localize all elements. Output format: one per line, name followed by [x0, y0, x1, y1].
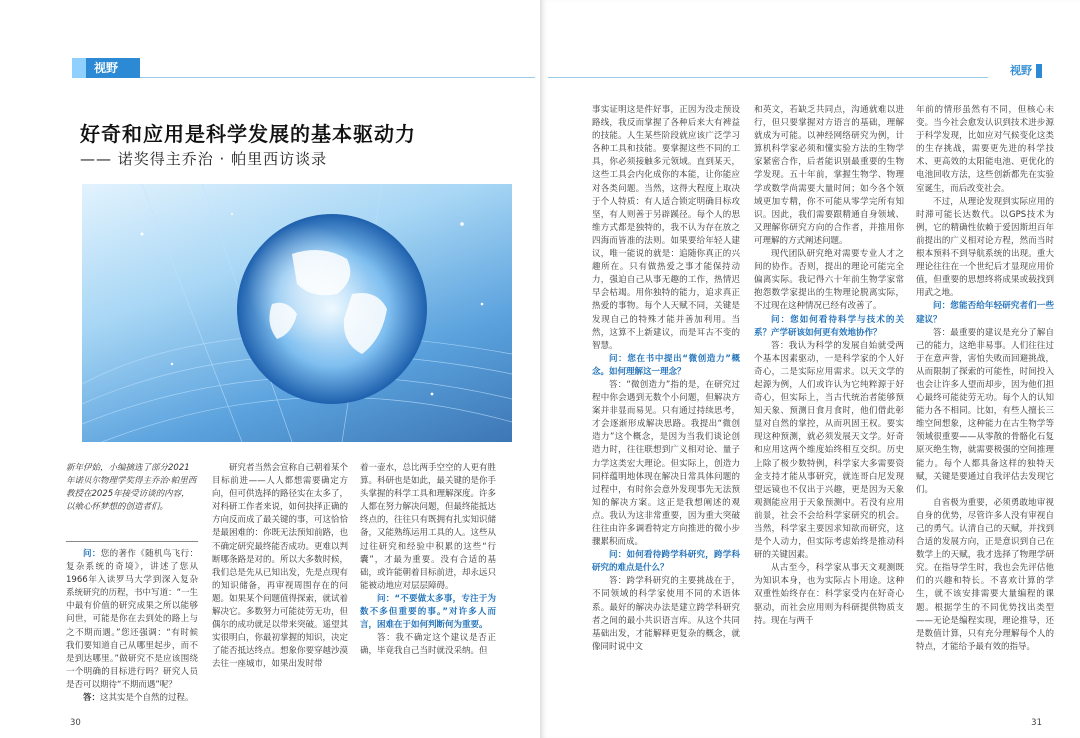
question-paragraph: 问：您能否给年轻研究者们一些建议？ — [916, 301, 1054, 325]
column-3 — [360, 462, 496, 658]
question-paragraph: 问：您在书中提出“微创造力”概念。如何理解这一理念？ — [592, 353, 740, 377]
article-title: 好奇和应用是科学发展的基本驱动力 — [80, 122, 416, 146]
paragraph: 从古至今，科学家从事天文观测既为知识本身，也为实际占卜用途。这种双重性始终存在：科学家受内在好奇心驱动，而社会应用则为科研提供物质支持。现在与两千 — [754, 563, 904, 626]
right-page — [540, 0, 1080, 738]
answer-paragraph: 答：“微创造力”指的是，在研究过程中你会遇到无数个小问题，但解决方案并非显而易见。只有通过持续思考，才会逐渐形成解决思路。我提出“微创造力”这个概念，是因为当我们谈论创造力时，往往联想到广义相对论、量子力学这类宏大理论。但实际上，创造力同样蕴明地体现在解决日常具体问题的过程中，有时你会意外发现事先无法预知的解决方案。这正是我想阐述的观点。我认为这非常重要，因为重大突破往往由许多调看特定方向推进的微小步骤累积而成。 — [592, 379, 740, 548]
question-text: 您的著作《随机鸟飞行：复杂系统的奇境》，讲述了您从1966年入读罗马大学到深入复杂系统研究的历程，书中写道：“一生中最有价值的研究成果之所以能够问世，可能是你在去到处的路上与之不期而遇。”您还强调：“有时候我们要知道自己从哪里起步，而不是到达哪里。”做研究不是应该围绕一个明确的目标进行吗？研究人员是否可以期待“不期而遇”呢？ — [66, 549, 198, 690]
question-paragraph: 问：如何看待跨学科研究，跨学科研究的难点是什么？ — [592, 550, 740, 574]
question-paragraph: 问：“不要做太多事，专注于为数不多但重要的事。”对许多人而言，困难在于如何判断何为重要。 — [360, 593, 496, 631]
section-tag: 视野 — [72, 58, 140, 78]
answer-paragraph: 答：最重要的建议是充分了解自己的能力，这绝非易事。人们往往过于在意声誉，害怕失败而回避挑战，从而限制了探索的可能性，时间投入也会让许多人望而却步，因为他们担心最终可能徒劳无功。每个人的认知能力各不相同。比如，有些人擅长三维空间想象，这种能力在古生物学等领域很重要——从零散的骨骼化石复原灭绝生物，就需要极强的空间推理能力。每个人都具备这样的独特天赋，关键是要通过自我评估去发现它们。 — [916, 327, 1054, 495]
tag-bar-icon — [1036, 64, 1042, 78]
article-intro: 新年伊始，小编摘选了部分2021年诺贝尔物理学奖得主乔治·帕里西教授在2025年接受访谈的内容，以飨心怀梦想的创造者们。 — [66, 463, 197, 512]
paragraph: 和英文，若缺乏共同点，沟通就难以进行，但只要掌握对方语言的基础，理解就成为可能。以神经网络研究为例，计算机科学家必须和懂实验方法的生物学家紧密合作，后者能识别最重要的生物学发现。五十年前，掌握生物学、物理学或数学尚需要大量时间；如今各个领域更加专精，你不可能从零学完所有知识。因此，我们需要跟精通自身领域、又理解你研究方向的合作者，并推用你可理解的方式阐述问题。 — [754, 105, 904, 246]
intro-divider — [66, 541, 198, 542]
paragraph: 现代团队研究绝对需要专业人才之间的协作。否则，提出的理论可能完全偏离实际。我记得六十年前生物学家常抱怨数学家提出的生物理论脱离实际，不过现在这种情况已经有改善了。 — [754, 249, 904, 312]
answer-paragraph: 答：我不确定这个建议是否正确，毕竟我自己当时就没采纳。但 — [360, 633, 496, 657]
paragraph: 自省极为重要，必须勇敢地审视自身的优势，尽管许多人没有审视自己的勇气。认清自己的天赋，并找到合适的发展方向，正是意识到自己在数学上的天赋，我才选择了物理学研究。在指导学生时，我也会先评估他们的兴趣和特长。不喜欢计算的学生，就不该安排需要大量编程的课题。根据学生的不同优势找出类型——无论是编程实现，理论推导，还是数值计算，只有充分理解每个人的特点，才能给予最有效的指导。 — [916, 497, 1054, 652]
answer-paragraph: 答：跨学科研究的主要挑战在于，不同领域的科学家使用不同的术语体系。最好的解决办法是建立跨学科研究者之间的最小共识语言库。从这个共同基础出发，才能解释更复杂的概念，就像同时说中文 — [592, 576, 740, 652]
paragraph: 研究者当然会宣称自己朝着某个目标前进——人人都想需要确定方向，但可供选择的路径实在太多了，对科研工作者来说，如何抉择正确的方向反而成了最关键的事，可这恰恰是最困难的：你既无法预知前路，也不确定研究最终能否成功。更难以判断哪条路是对的。所以大多数时候，我们总是先从已知出发，先是点现有的知识储备，再审视周围存在的问题。如果某个问题值得探索，就试着解决它。多数努力可能徒劳无功，但偶尔的成功就足以带来突破。遥望其实很明白，你最初掌握的知识，决定了能否抵达终点。想象你要穿越沙漠去往一座城市，如果出发时带 — [212, 463, 349, 670]
page-number-left: 30 — [70, 718, 81, 728]
paragraph: 事实证明这是件好事，正因为没走预设路线，我反而掌握了各种后来大有裨益的技能。人生某些阶段就应该广泛学习各种工具和技能。要掌握这些不同的工具，你必须接触多元领域。直到某天，这些工具会内化成你的本能，让你能应对各类问题。当然，这得大程度上取决于个人特质：有人适合锁定明确目标攻坚，有人则善于另辟蹊径。每个人的思维方式都是独特的，我不认为存在放之四海而皆准的法则。如果要给年轻人建议，唯一能说的就是：追随你真正的兴趣所在。只有做热爱之事才能保持动力，强迫自己从事无趣的工作，热情迟早会枯竭。用你独特的能力，追求真正热爱的事物。每个人天赋不同，关键是发现自己的特殊才能并善加利用。当然，这算不上新建议，而是耳古不变的智慧。 — [592, 105, 740, 351]
column-4 — [592, 104, 740, 654]
answer-text: 这其实是个自然的过程。 — [100, 693, 194, 704]
section-tag-right — [1010, 62, 1042, 78]
column-5 — [754, 104, 904, 628]
paragraph: 着一壶水，总比两手空空的人更有胜算。科研也是如此，最关键的是你手头掌握的科学工具和理解深度。许多人都在努力解决问题，但最终能抵达终点的，往往只有既拥有扎实知识储备，又能熟练运用工具的人。这些从过往研究和经验中积累的这些“行囊”，才最为重要。没有合适的基础，或许能朝着目标前进，却永远只能被动地应对层层障碍。 — [360, 463, 497, 591]
article-subtitle: —— 诺奖得主乔治 · 帕里西访谈录 — [80, 150, 328, 168]
page-number-right: 31 — [1031, 718, 1042, 728]
paragraph: 不过，从理论发现到实际应用的时滞可能长达数代。以GPS技术为例，它的精确性依赖于爱因斯坦百年前提出的广义相对论方程，然而当时根本预料不到导航系统的出现。重大理论往往在一个世纪后才显现应用价值，但重要的思想终将成果或载找到用武之地。 — [916, 196, 1054, 299]
answer-label: 答： — [83, 693, 101, 704]
column-2 — [212, 462, 348, 672]
header-rule — [140, 77, 535, 78]
question-label: 问： — [83, 549, 101, 559]
column-6 — [916, 104, 1054, 654]
question-paragraph: 问：您如何看待科学与技术的关系？产学研该如何更有效地协作？ — [754, 314, 904, 338]
header-rule — [548, 77, 988, 78]
hero-image-globe — [82, 184, 512, 442]
answer-paragraph: 答：我认为科学的发展自始就受两个基本因素驱动，一是科学家的个人好奇心，二是实际应用需求。以天文学的起源为例，人们或许认为它纯粹源于好奇心，但实际上，当古代统治者能够预知天象、预测日食月食时，他们借此彰显对自然的掌控，从而巩固王权。要实现这种预测，就必须发展天文学。好奇和应用这两个维度始终相互交织。历史上除了极少数特例，科学家大多需要资金支持才能从事研究，就连哥白尼发现望远镜也不仅出于兴趣，更是因为天象观测能应用于天象预测中。若没有应用前景，社会不会给科学家研究的机会。当然，科学家主要因求知欲而研究，这是个人动力，但实际考虑始终是推动科研的关键因素。 — [754, 340, 904, 561]
section-tag-text: 视野 — [1010, 64, 1032, 77]
paragraph: 年前的情形虽然有不同，但核心未变。当今社会愈发认识到技术进步源于科学发现，比如应对气候变化这类的生存挑战，需要更先进的科学技术、更高效的太阳能电池、更优化的电池回收方法，这些创新都先在实验室诞生，而后改变社会。 — [916, 105, 1054, 194]
column-1 — [66, 548, 198, 705]
